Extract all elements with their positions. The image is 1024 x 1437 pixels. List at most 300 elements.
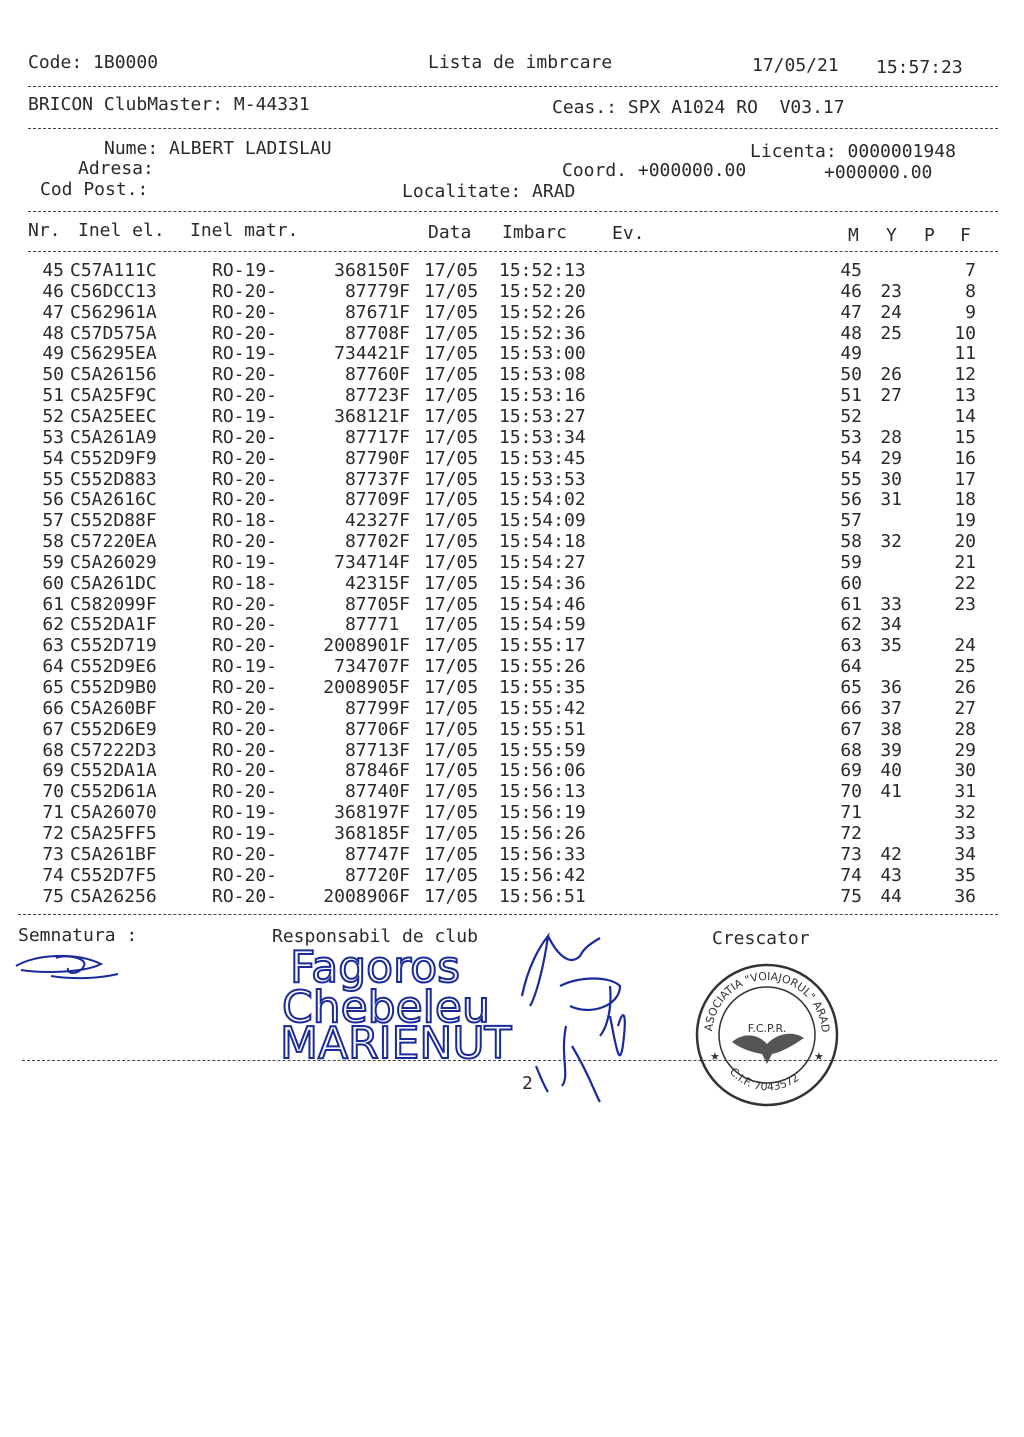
cell-y: 29 [880,447,902,469]
cell-dt: 17/05 [424,843,479,865]
stamp-text: ASOCIATIA "VOIAJORUL" ARAD [702,969,833,1034]
cell-f: 29 [954,739,976,761]
cell-m: 62 [840,614,862,636]
cell-y: 28 [880,426,902,448]
table-row [0,656,1024,677]
cell-m: 57 [840,510,862,532]
cell-dt: 17/05 [424,885,479,907]
cell-mt: 368150F [334,260,410,281]
cell-f: 13 [954,385,976,407]
owner-coord: Coord. +000000.00 [562,160,747,181]
cell-m: 74 [840,864,862,886]
cell-el: C552D9B0 [70,677,157,698]
cell-rg: RO-20- [212,447,278,469]
cell-f: 26 [954,677,976,698]
cell-el: C5A26070 [70,802,157,824]
cell-f: 31 [954,781,976,803]
col-p: P [924,225,935,246]
cell-el: C5A2616C [70,489,157,511]
cell-rg: RO-18- [212,572,278,594]
cell-dt: 17/05 [424,489,479,511]
handwritten-names [280,938,520,1072]
cell-rg: RO-20- [212,322,278,344]
cell-el: C552D6E9 [70,718,157,740]
cell-y: 41 [880,781,902,803]
cell-f: 28 [954,718,976,740]
stamp-text: C.I.F. 7043572 [726,1065,802,1094]
cell-el: C562961A [70,301,157,323]
cell-dt: 17/05 [424,510,479,532]
table-row [0,448,1024,469]
cell-y: 43 [880,864,902,886]
cell-m: 66 [840,697,862,719]
cell-mt: 87713F [344,739,410,761]
cell-nr: 50 [42,364,64,386]
cell-el: C582099F [70,593,157,615]
table-row [0,260,1024,281]
cell-y: 33 [880,593,902,615]
cell-rg: RO-18- [212,510,278,532]
cell-tm: 15:55:59 [499,739,586,761]
cell-dt: 17/05 [424,572,479,594]
cell-rg: RO-19- [212,343,278,365]
cell-rg: RO-20- [212,843,278,865]
cell-dt: 17/05 [424,822,479,844]
cell-el: C552DA1F [70,614,157,636]
svg-text:★: ★ [814,1050,824,1063]
cell-mt: 42315F [344,572,410,594]
cell-el: C5A25F9C [70,385,157,407]
handwriting-line: MARIENUT [280,1018,512,1069]
table-row [0,406,1024,427]
cell-rg: RO-20- [212,364,278,386]
cell-rg: RO-20- [212,677,278,698]
cell-f: 9 [965,301,976,323]
cell-el: C5A26156 [70,364,157,386]
cell-mt: 87706F [344,718,410,740]
cell-dt: 17/05 [424,364,479,386]
cell-rg: RO-19- [212,260,278,281]
cell-nr: 64 [42,656,64,678]
cell-nr: 56 [42,489,64,511]
handwriting-line: Fagoros [290,942,461,993]
cell-m: 59 [840,551,862,573]
cell-m: 52 [840,405,862,427]
table-row [0,552,1024,573]
col-imbarc: Imbarc [502,222,568,243]
cell-mt: 734714F [334,551,410,573]
cell-tm: 15:53:53 [499,468,586,490]
divider [18,914,998,915]
table-row [0,364,1024,385]
cell-f: 15 [954,426,976,448]
page-number: 2 [522,1073,533,1094]
cell-tm: 15:56:19 [499,802,586,824]
cell-m: 50 [840,364,862,386]
cell-y: 30 [880,468,902,490]
table-row [0,740,1024,761]
cell-f: 32 [954,802,976,824]
cell-mt: 42327F [344,510,410,532]
association-stamp [692,960,842,1114]
cell-mt: 87760F [344,364,410,386]
cell-el: C5A261DC [70,572,157,594]
cell-mt: 87720F [344,864,410,886]
cell-dt: 17/05 [424,739,479,761]
cell-mt: 87737F [344,468,410,490]
cell-rg: RO-19- [212,656,278,678]
cell-y: 42 [880,843,902,865]
cell-dt: 17/05 [424,385,479,407]
cell-dt: 17/05 [424,635,479,657]
cell-tm: 15:55:35 [499,677,586,698]
cell-nr: 60 [42,572,64,594]
table-row [0,594,1024,615]
cell-el: C552D719 [70,635,157,657]
cell-dt: 17/05 [424,405,479,427]
table-row [0,323,1024,344]
cell-el: C57220EA [70,531,157,553]
cell-m: 75 [840,885,862,907]
table-row [0,760,1024,781]
col-data: Data [428,222,472,243]
cell-m: 56 [840,489,862,511]
table-row [0,510,1024,531]
cell-m: 63 [840,635,862,657]
cell-f: 19 [954,510,976,532]
cell-f: 12 [954,364,976,386]
cell-el: C57222D3 [70,739,157,761]
stamp-text: F.C.P.R. [747,1022,787,1035]
cell-el: C552D9F9 [70,447,157,469]
cell-rg: RO-20- [212,385,278,407]
cell-tm: 15:54:36 [499,572,586,594]
divider [28,251,998,252]
cell-f: 25 [954,656,976,678]
cell-m: 54 [840,447,862,469]
cell-f: 23 [954,593,976,615]
cell-el: C552DA1A [70,760,157,782]
signature-label: Semnatura : [18,925,138,946]
cell-f: 36 [954,885,976,907]
cell-f: 7 [965,260,976,281]
cell-nr: 67 [42,718,64,740]
cell-f: 20 [954,531,976,553]
cell-dt: 17/05 [424,447,479,469]
cell-m: 67 [840,718,862,740]
table-row [0,614,1024,635]
cell-nr: 57 [42,510,64,532]
owner-locality: Localitate: ARAD [402,181,576,202]
cell-nr: 53 [42,426,64,448]
cell-f: 27 [954,697,976,719]
cell-y: 38 [880,718,902,740]
cell-nr: 46 [42,280,64,302]
cell-nr: 54 [42,447,64,469]
owner-address-label: Adresa: [78,158,154,179]
cell-dt: 17/05 [424,343,479,365]
cell-nr: 47 [42,301,64,323]
cell-nr: 45 [42,260,64,281]
cell-nr: 72 [42,822,64,844]
cell-mt: 87709F [344,489,410,511]
table-row [0,886,1024,907]
cell-el: C5A26029 [70,551,157,573]
cell-rg: RO-19- [212,822,278,844]
cell-mt: 87702F [344,531,410,553]
cell-mt: 87771 [344,614,410,636]
cell-rg: RO-20- [212,468,278,490]
device-label: BRICON ClubMaster: M-44331 [28,94,310,115]
col-nr: Nr. [28,220,61,241]
cell-tm: 15:53:08 [499,364,586,386]
print-date: 17/05/21 [752,55,839,76]
cell-f: 17 [954,468,976,490]
cell-rg: RO-19- [212,802,278,824]
cell-tm: 15:54:18 [499,531,586,553]
cell-f: 11 [954,343,976,365]
cell-mt: 87747F [344,843,410,865]
cell-m: 60 [840,572,862,594]
signature-scribble [6,944,126,988]
col-f: F [960,225,971,246]
cell-nr: 71 [42,802,64,824]
cell-f: 22 [954,572,976,594]
cell-nr: 74 [42,864,64,886]
cell-f: 30 [954,760,976,782]
cell-tm: 15:54:09 [499,510,586,532]
cell-nr: 52 [42,405,64,427]
cell-f: 33 [954,822,976,844]
cell-rg: RO-19- [212,405,278,427]
cell-tm: 15:56:42 [499,864,586,886]
cell-mt: 368197F [334,802,410,824]
cell-y: 39 [880,739,902,761]
cell-tm: 15:54:02 [499,489,586,511]
cell-dt: 17/05 [424,781,479,803]
cell-m: 47 [840,301,862,323]
cell-mt: 734707F [334,656,410,678]
col-inel-matr: Inel matr. [190,220,299,241]
cell-el: C57D575A [70,322,157,344]
table-row [0,302,1024,323]
table-row [0,635,1024,656]
cell-tm: 15:52:26 [499,301,586,323]
table-row [0,802,1024,823]
cell-el: C552D88F [70,510,157,532]
cell-el: C552D61A [70,781,157,803]
table-row [0,844,1024,865]
table-row [0,489,1024,510]
cell-el: C5A25FF5 [70,822,157,844]
cell-m: 58 [840,531,862,553]
club-responsible-label: Responsabil de club [272,926,478,947]
cell-m: 69 [840,760,862,782]
cell-tm: 15:52:36 [499,322,586,344]
cell-dt: 17/05 [424,864,479,886]
cell-f: 8 [965,280,976,302]
cell-el: C5A261BF [70,843,157,865]
cell-dt: 17/05 [424,260,479,281]
cell-rg: RO-20- [212,781,278,803]
cell-y: 24 [880,301,902,323]
cell-tm: 15:53:34 [499,426,586,448]
cell-dt: 17/05 [424,426,479,448]
cell-dt: 17/05 [424,697,479,719]
cell-f: 16 [954,447,976,469]
cell-dt: 17/05 [424,322,479,344]
cell-tm: 15:53:00 [499,343,586,365]
owner-license: Licenta: 0000001948 [750,141,956,162]
col-inel-el: Inel el. [78,220,165,241]
cell-y: 44 [880,885,902,907]
cell-y: 37 [880,697,902,719]
cell-rg: RO-20- [212,301,278,323]
cell-mt: 87671F [344,301,410,323]
cell-f: 34 [954,843,976,865]
cell-nr: 55 [42,468,64,490]
cell-nr: 51 [42,385,64,407]
table-row [0,865,1024,886]
cell-nr: 59 [42,551,64,573]
cell-rg: RO-20- [212,718,278,740]
cell-f: 35 [954,864,976,886]
cell-m: 53 [840,426,862,448]
cell-y: 31 [880,489,902,511]
cell-mt: 87846F [344,760,410,782]
cell-el: C56295EA [70,343,157,365]
cell-tm: 15:55:17 [499,635,586,657]
cell-m: 73 [840,843,862,865]
cell-nr: 49 [42,343,64,365]
cell-tm: 15:56:33 [499,843,586,865]
col-y: Y [886,225,897,246]
cell-nr: 62 [42,614,64,636]
handwriting-line: Chebeleu [282,982,490,1033]
cell-mt: 87708F [344,322,410,344]
cell-tm: 15:52:20 [499,280,586,302]
table-row [0,698,1024,719]
cell-nr: 58 [42,531,64,553]
table-row [0,531,1024,552]
cell-nr: 63 [42,635,64,657]
cell-el: C5A261A9 [70,426,157,448]
cell-dt: 17/05 [424,614,479,636]
cell-el: C552D7F5 [70,864,157,886]
table-row [0,281,1024,302]
cell-el: C57A111C [70,260,157,281]
cell-tm: 15:54:27 [499,551,586,573]
cell-tm: 15:54:46 [499,593,586,615]
breeder-label: Crescator [712,928,810,949]
cell-m: 68 [840,739,862,761]
document-title: Lista de imbrcare [428,52,613,73]
cell-m: 72 [840,822,862,844]
table-row [0,573,1024,594]
cell-tm: 15:55:51 [499,718,586,740]
cell-mt: 368121F [334,405,410,427]
table-row [0,469,1024,490]
cell-mt: 87740F [344,781,410,803]
table-row [0,385,1024,406]
table-row [0,719,1024,740]
cell-nr: 70 [42,781,64,803]
cell-rg: RO-20- [212,614,278,636]
cell-rg: RO-20- [212,280,278,302]
cell-m: 49 [840,343,862,365]
cell-el: C5A260BF [70,697,157,719]
cell-rg: RO-20- [212,885,278,907]
cell-m: 65 [840,677,862,698]
cell-rg: RO-20- [212,760,278,782]
owner-coord-2: +000000.00 [824,162,933,183]
club-signature [500,926,650,1110]
cell-tm: 15:53:45 [499,447,586,469]
clock-label: Ceas.: SPX A1024 RO V03.17 [552,97,845,118]
cell-f: 18 [954,489,976,511]
divider [28,86,998,87]
cell-m: 70 [840,781,862,803]
cell-y: 27 [880,385,902,407]
cell-y: 25 [880,322,902,344]
svg-text:C.I.F. 7043572 [727,1065,802,1093]
cell-el: C5A25EEC [70,405,157,427]
cell-tm: 15:55:26 [499,656,586,678]
cell-mt: 87723F [344,385,410,407]
col-ev: Ev. [612,223,645,244]
cell-dt: 17/05 [424,551,479,573]
table-row [0,427,1024,448]
cell-tm: 15:55:42 [499,697,586,719]
cell-tm: 15:56:26 [499,822,586,844]
cell-nr: 73 [42,843,64,865]
cell-nr: 75 [42,885,64,907]
cell-dt: 17/05 [424,280,479,302]
cell-m: 48 [840,322,862,344]
table-row [0,781,1024,802]
code-label: Code: 1B0000 [28,52,159,73]
cell-m: 55 [840,468,862,490]
cell-mt: 87705F [344,593,410,615]
cell-mt: 87779F [344,280,410,302]
table-row [0,823,1024,844]
cell-f: 24 [954,635,976,657]
cell-m: 64 [840,656,862,678]
cell-rg: RO-19- [212,551,278,573]
cell-el: C5A26256 [70,885,157,907]
cell-mt: 87799F [344,697,410,719]
cell-y: 36 [880,677,902,698]
table-row [0,677,1024,698]
cell-nr: 69 [42,760,64,782]
cell-mt: 368185F [334,822,410,844]
cell-el: C552D883 [70,468,157,490]
cell-dt: 17/05 [424,468,479,490]
cell-m: 61 [840,593,862,615]
col-m: M [848,225,859,246]
cell-tm: 15:56:51 [499,885,586,907]
cell-dt: 17/05 [424,593,479,615]
cell-dt: 17/05 [424,677,479,698]
cell-f: 21 [954,551,976,573]
cell-tm: 15:53:16 [499,385,586,407]
cell-rg: RO-20- [212,864,278,886]
print-time: 15:57:23 [876,57,963,78]
cell-tm: 15:52:13 [499,260,586,281]
cell-el: C56DCC13 [70,280,157,302]
cell-nr: 66 [42,697,64,719]
cell-tm: 15:53:27 [499,405,586,427]
